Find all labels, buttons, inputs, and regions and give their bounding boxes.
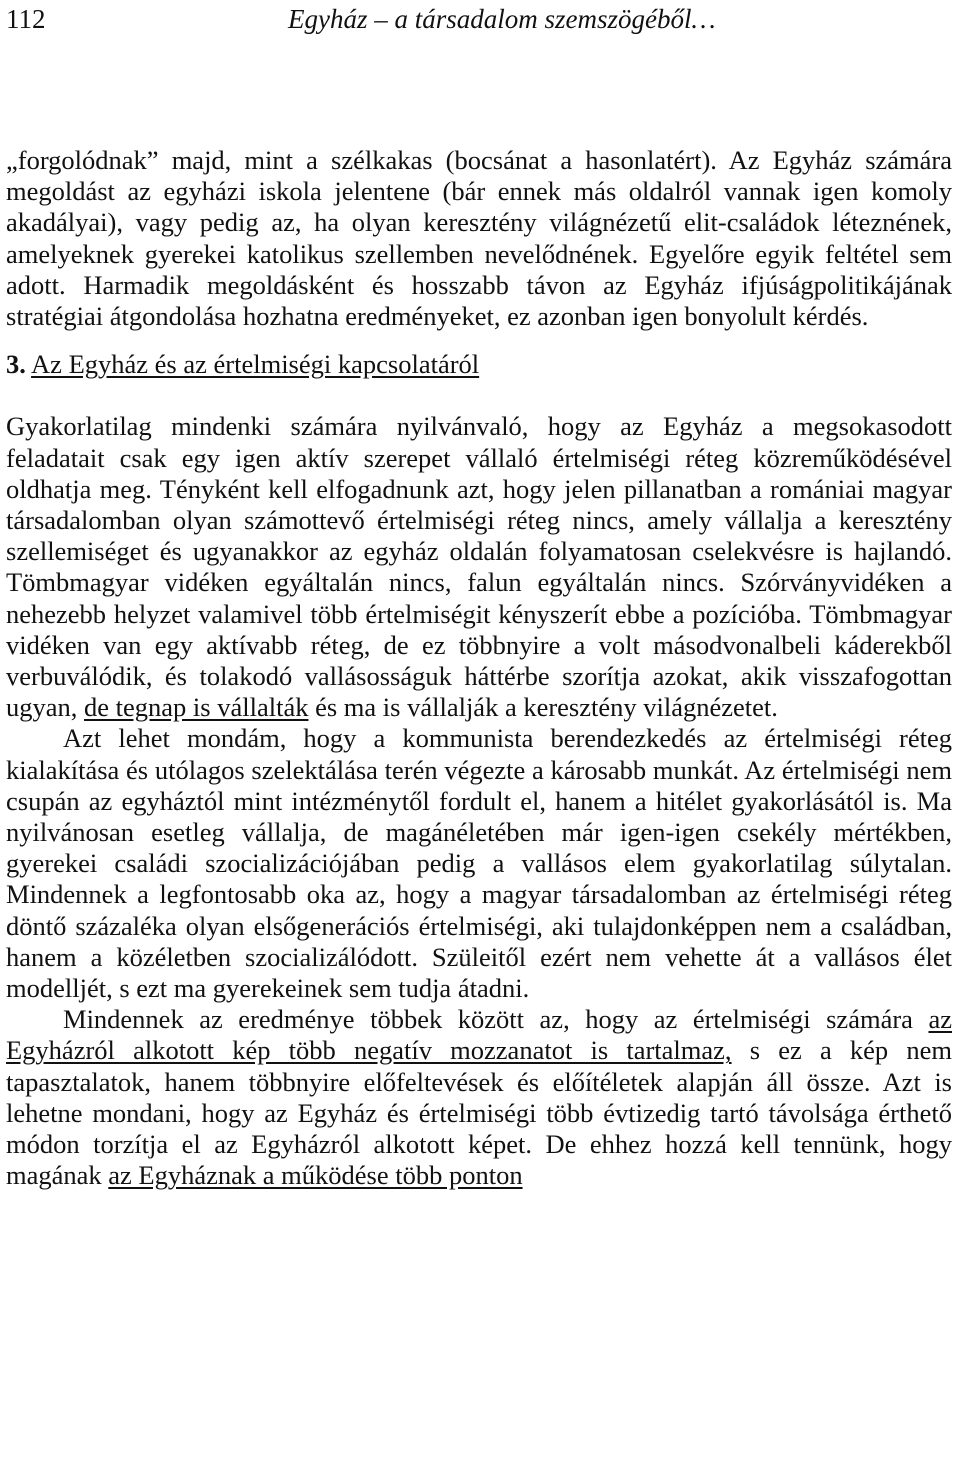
paragraph-2-text-a: Gyakorlatilag mindenki számára nyilvánvaló, hogy az Egyház a megsokasodott feladatait csak egy igen aktív szerepet vállaló értelmiségi réteg közreműködésével oldhatja meg. Tényként kell elfogadnunk azt, hogy jelen pillanatban a romániai magyar társadalomban olyan számottevő értelmiségi réteg nincs, amely vállalja a keresztény szellemiséget és ugyanakkor az egyház oldalán folyamatosan cselekvésre is hajlandó. Tömbmagyar vidéken egyáltalán nincs, falun egyáltalán nincs. Szórványvidéken a nehezebb helyzet valamivel több értelmiségit kényszerít ebbe a pozícióba. Tömbmagyar vidéken van egy aktívabb réteg, de ez többnyire a volt másodvonalbeli káderekből verbuválódik, és tolakodó vallásosságuk háttérbe szorítja azokat, akik visszafogottan ugyan,: [6, 411, 952, 723]
running-title: Egyház – a társadalom szemszögéből…: [288, 4, 716, 34]
page-header: [6, 2, 952, 36]
paragraph-4: [6, 1004, 952, 1191]
paragraph-2-text-b: és ma is vállalják a keresztény világnézetet.: [308, 692, 778, 723]
section-heading: [6, 349, 952, 380]
page-number: 112: [6, 4, 46, 34]
paragraph-4-underlined-2: az Egyháznak a működése több ponton: [108, 1160, 523, 1191]
paragraph-3: Azt lehet mondám, hogy a kommunista berendezkedés az értelmiségi réteg kialakítása és utólagos szelektálása terén végezte a károsabb munkát. Az értelmiségi nem csupán az egyháztól mint intézménytől fordult el, hanem a hitélet gyakorlásától is. Ma nyilvánosan esetleg vállalja, de magánéletében már igen-igen csekély mértékben, gyerekei családi szocializációjában pedig a vallásos elem gyakorlatilag súlytalan. Mindennek a legfontosabb oka az, hogy a magyar társadalomban az értelmiségi réteg döntő százaléka olyan elsőgenerációs értelmiségi, aki tulajdonképpen nem a családban, hanem a közéletben szocializálódott. Szüleitől ezért nem vehette át a vallásos élet modelljét, s ezt ma gyerekeinek sem tudja átadni.: [6, 723, 952, 1004]
paragraph-2: [6, 411, 952, 723]
paragraph-1: „forgolódnak” majd, mint a szélkakas (bocsánat a hasonlatért). Az Egyház számára megoldást az egyházi iskola jelentene (bár ennek más oldalról vannak igen komoly akadályai), vagy pedig az, ha olyan keresztény világnézetű elit-családok léteznének, amelyeknek gyerekei katolikus szellemben nevelődnének. Egyelőre egyik feltétel sem adott. Harmadik megoldásként és hosszabb távon az Egyház ifjúságpolitikájának stratégiai átgondolása hozhatna eredményeket, ez azonban igen bonyolult kérdés.: [6, 145, 952, 332]
paragraph-2-underlined: de tegnap is vállalták: [84, 692, 309, 723]
page-body: [6, 145, 952, 1192]
paragraph-4-underlined-1: az Egyházról alkotott kép több negatív mozzanatot is tartalmaz,: [6, 1004, 952, 1066]
section-title: Az Egyház és az értelmiségi kapcsolatáról: [31, 349, 480, 380]
section-number: 3.: [6, 349, 26, 380]
paragraph-4-text-a: Mindennek az eredménye többek között az, hogy az értelmiségi számára: [63, 1004, 929, 1035]
paragraph-4-text-b: s ez a kép nem tapasztalatok, hanem többnyire előfeltevések és előítéletek alapján áll össze. Azt is lehetne mondani, hogy az Egyház és értelmiségi több évtizedig tartó távolsága érthető módon torzítja el az Egyházról alkotott képet. De ehhez hozzá kell tennünk, hogy magának: [6, 1035, 952, 1191]
